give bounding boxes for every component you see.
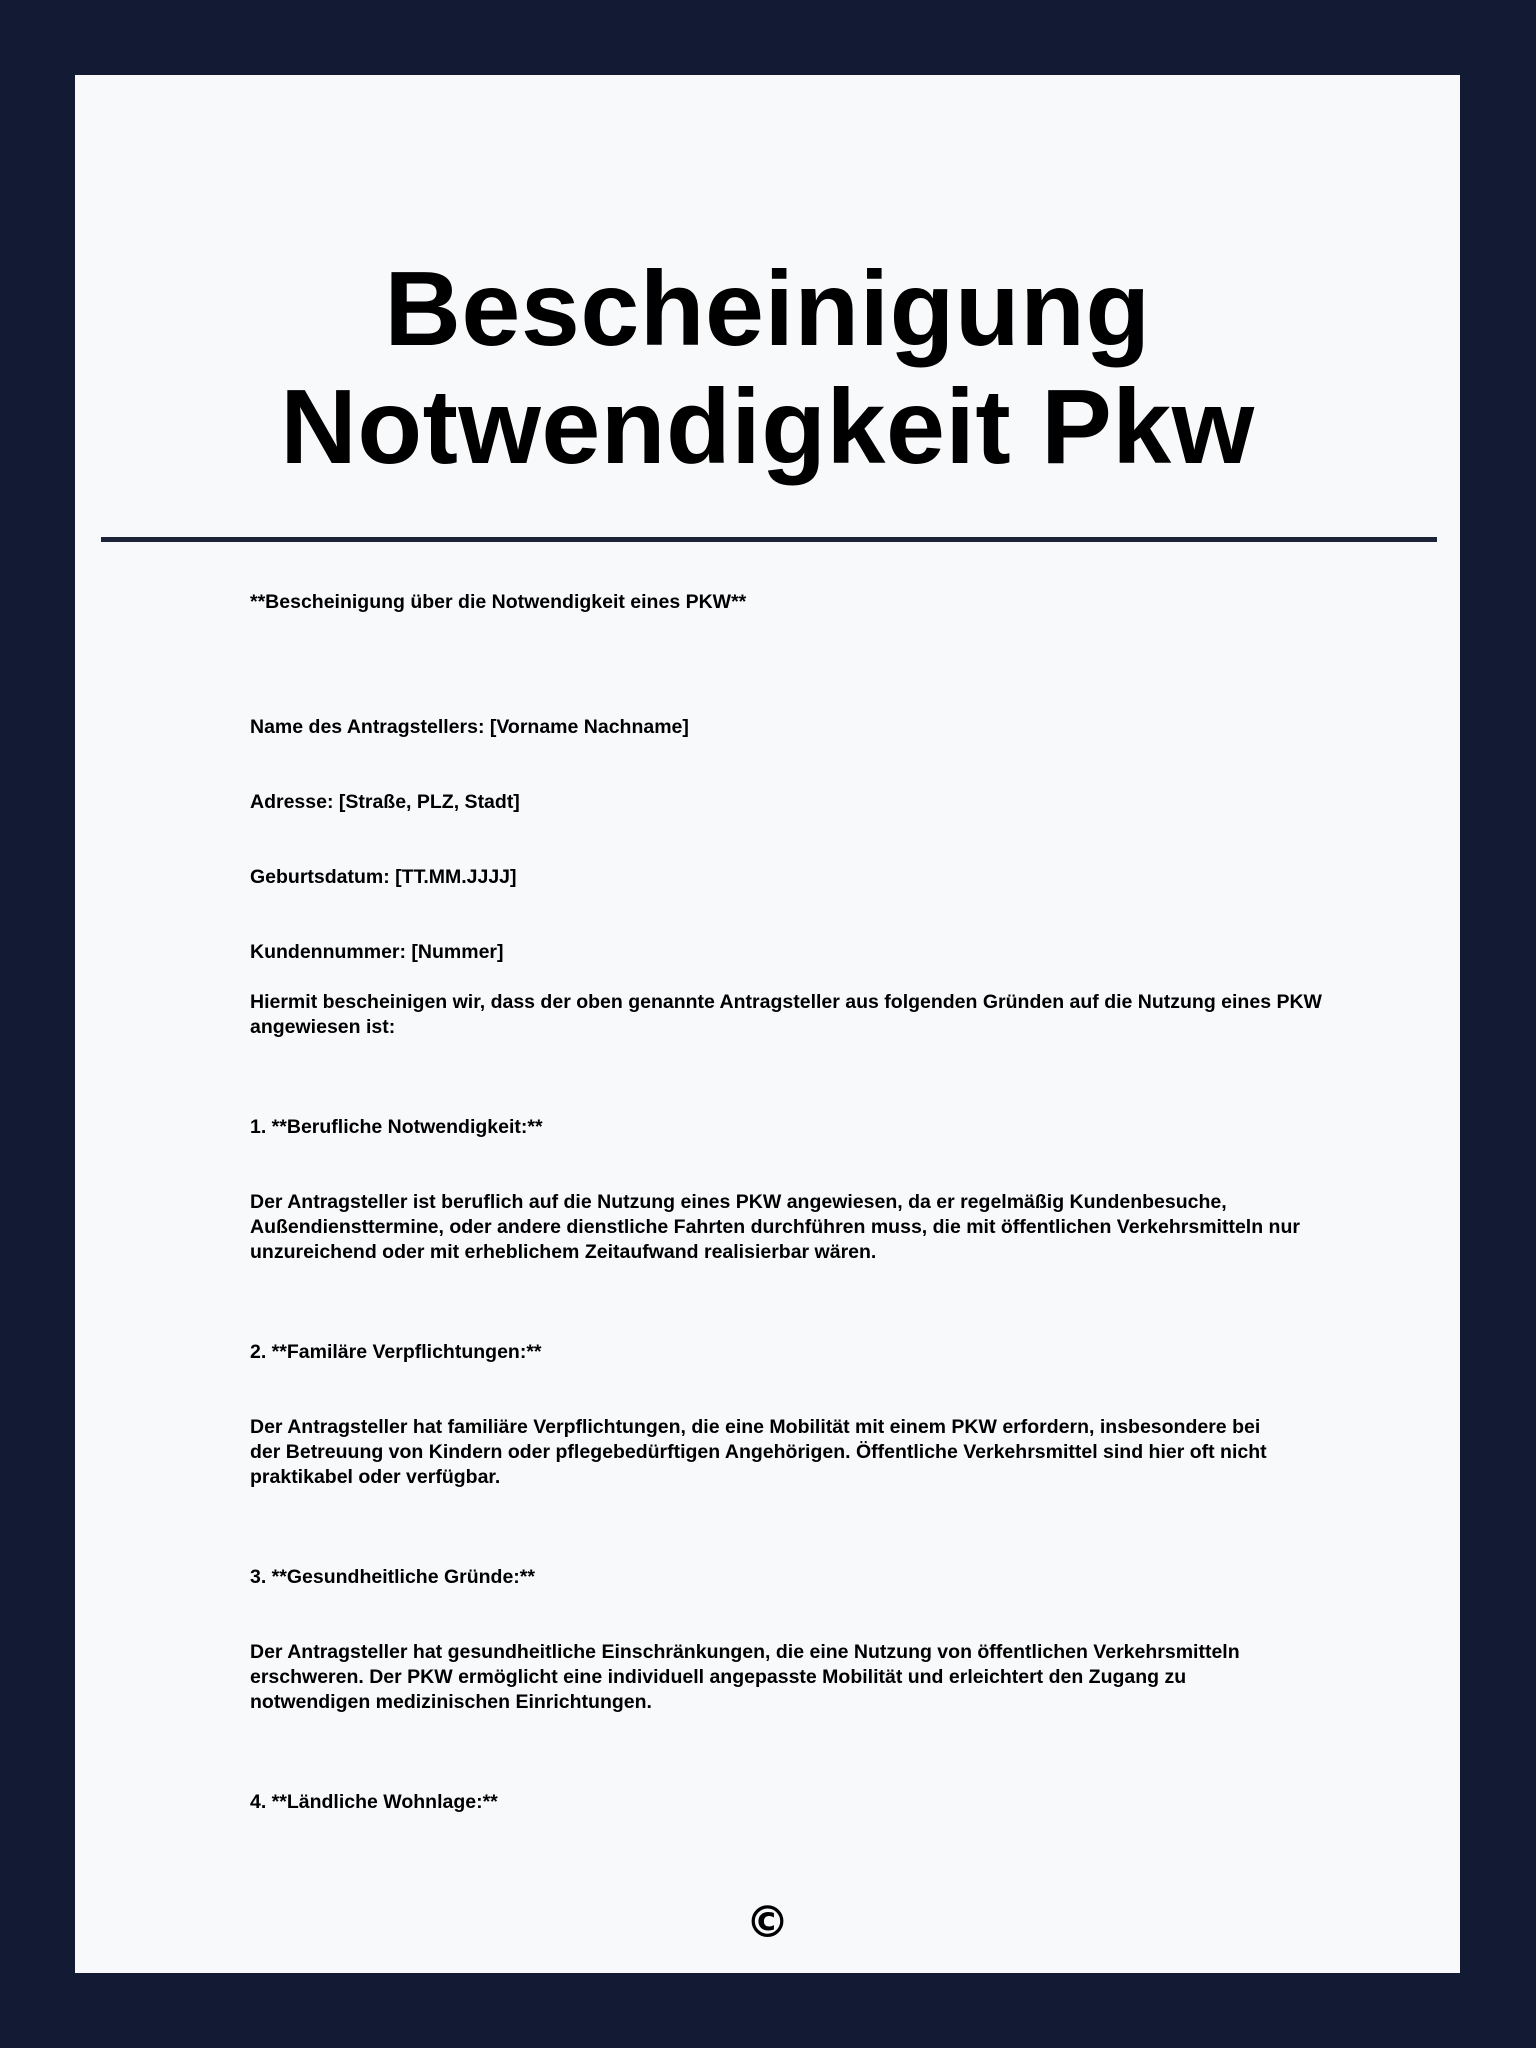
copyright-icon: ©: [745, 1897, 790, 1948]
section-2-text: Der Antragsteller hat familiäre Verpflichtungen, die eine Mobilität mit einem PKW erfordern, insbesondere bei der Betreuung von Kindern oder pflegebedürftigen Angehörigen. Öffentliche Verkehrsmittel sind hier oft nicht praktikabel oder verfügbar.: [250, 1416, 1267, 1488]
field-address: Adresse: [Straße, PLZ, Stadt]: [250, 791, 520, 813]
field-birthdate: Geburtsdatum: [TT.MM.JJJJ]: [250, 866, 517, 888]
intro-paragraph: Hiermit bescheinigen wir, dass der oben genannte Antragsteller aus folgenden Gründen auf die Nutzung eines PKW angewiesen ist:: [250, 991, 1322, 1038]
field-customer-number: Kundennummer: [Nummer]: [250, 941, 504, 963]
section-1-heading: 1. **Berufliche Notwendigkeit:**: [250, 1116, 543, 1138]
document-page: [75, 75, 1460, 1973]
document-heading: **Bescheinigung über die Notwendigkeit eines PKW**: [250, 591, 747, 613]
title-line-2: Notwendigkeit Pkw: [280, 368, 1255, 486]
section-3-text: Der Antragsteller hat gesundheitliche Einschränkungen, die eine Nutzung von öffentlichen Verkehrsmitteln erschweren. Der PKW ermöglicht eine individuell angepasste Mobilität und erleichtert den Zugang zu notwendigen medizinischen Einrichtungen.: [250, 1641, 1240, 1713]
document-title: [75, 250, 1460, 486]
section-3-heading: 3. **Gesundheitliche Gründe:**: [250, 1566, 535, 1588]
title-line-1: Bescheinigung: [384, 250, 1151, 368]
title-divider: [101, 537, 1437, 542]
section-4-heading: 4. **Ländliche Wohnlage:**: [250, 1791, 498, 1813]
field-name: Name des Antragstellers: [Vorname Nachname]: [250, 716, 689, 738]
section-2-heading: 2. **Familäre Verpflichtungen:**: [250, 1341, 542, 1363]
section-1-text: Der Antragsteller ist beruflich auf die Nutzung eines PKW angewiesen, da er regelmäßig Kundenbesuche, Außendiensttermine, oder andere dienstliche Fahrten durchführen muss, die mit öffentlichen Verkehrsmitteln nur unzureichend oder mit erheblichem Zeitaufwand realisierbar wären.: [250, 1191, 1300, 1263]
